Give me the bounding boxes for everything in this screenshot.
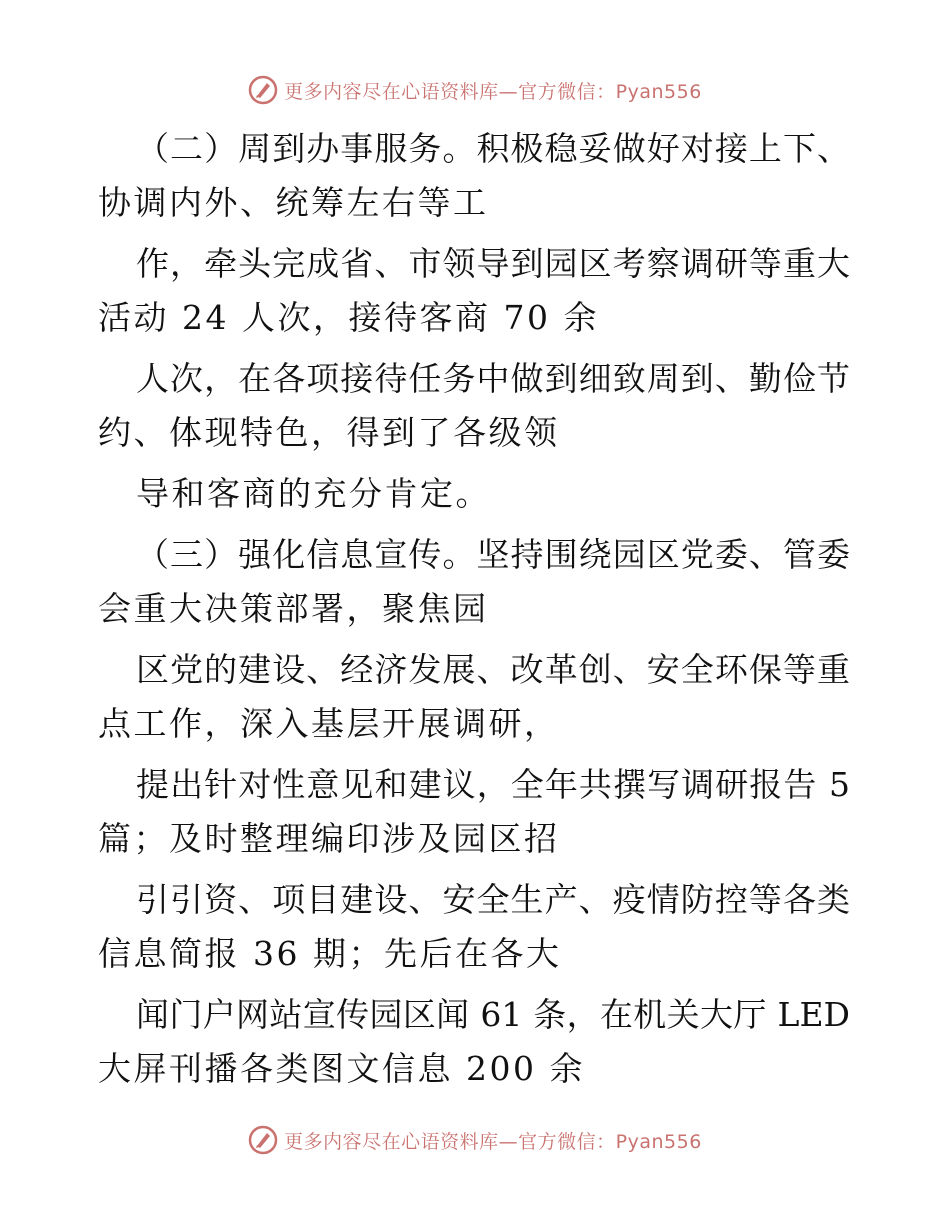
paragraph-line: 信息简报 36 期；先后在各大 <box>98 934 562 973</box>
paragraph-line: 协调内外、统筹左右等工 <box>98 183 489 222</box>
paragraph-line: 篇；及时整理编印涉及园区招 <box>98 819 560 858</box>
paragraph-line: 闻门户网站宣传园区闻 61 条，在机关大厅 LED <box>136 995 850 1034</box>
paragraph-line: （二）周到办事服务。积极稳妥做好对接上下、 <box>136 129 850 168</box>
paragraph-line: 区党的建设、经济发展、改革创、安全环保等重 <box>136 650 850 689</box>
watermark-text: 更多内容尽在心语资料库—官方微信：Pyan556 <box>284 80 702 103</box>
footer-watermark <box>0 1120 950 1160</box>
paragraph-line: 人次，在各项接待任务中做到细致周到、勤俭节 <box>136 359 850 398</box>
pen-seal-icon <box>248 1125 278 1155</box>
paragraph-line: （三）强化信息宣传。坚持围绕园区党委、管委 <box>136 535 850 574</box>
paragraph-line: 提出针对性意见和建议，全年共撰写调研报告 5 <box>136 765 850 804</box>
watermark-text: 更多内容尽在心语资料库—官方微信：Pyan556 <box>284 1130 702 1153</box>
paragraph-line: 作，牵头完成省、市领导到园区考察调研等重大 <box>136 244 850 283</box>
paragraph-line: 会重大决策部署，聚焦园 <box>98 589 489 628</box>
pen-seal-icon <box>248 75 278 105</box>
paragraph-line: 点工作，深入基层开展调研， <box>98 704 560 743</box>
paragraph-line: 引引资、项目建设、安全生产、疫情防控等各类 <box>136 880 850 919</box>
paragraph-line: 大屏刊播各类图文信息 200 余 <box>98 1049 585 1088</box>
header-watermark <box>0 70 950 110</box>
paragraph-line: 活动 24 人次，接待客商 70 余 <box>98 298 599 337</box>
paragraph-line: 导和客商的充分肯定。 <box>136 474 491 513</box>
paragraph-line: 约、体现特色，得到了各级领 <box>98 413 560 452</box>
